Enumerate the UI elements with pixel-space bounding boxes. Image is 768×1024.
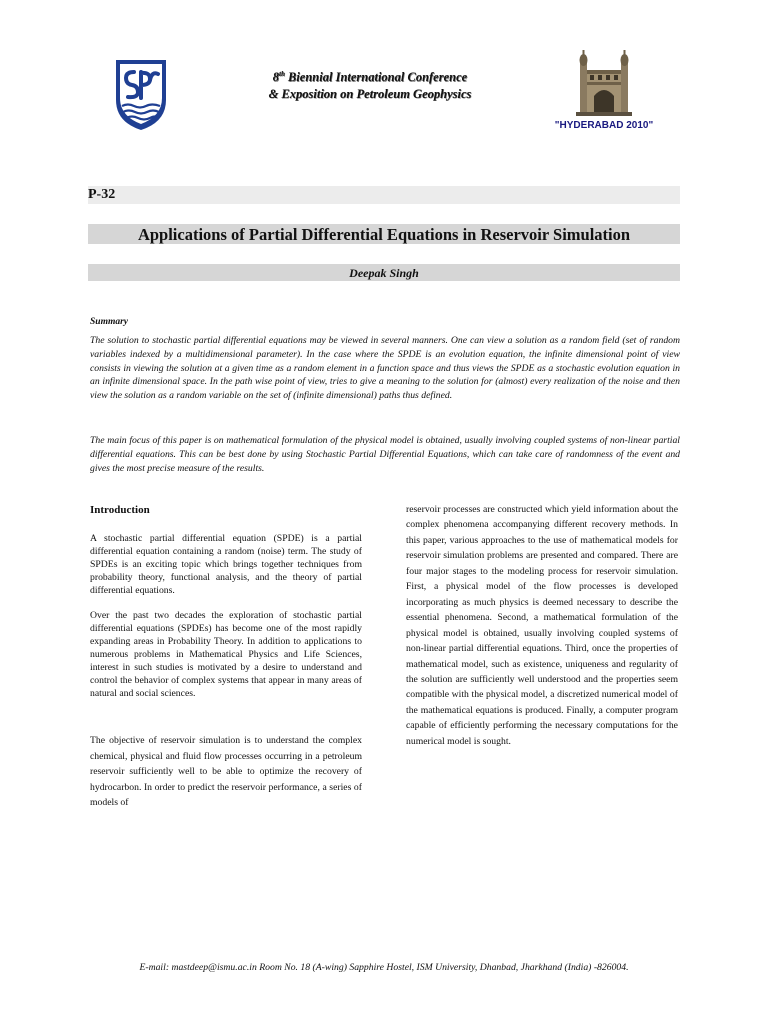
author-contact-footer: E-mail: mastdeep@ismu.ac.in Room No. 18 (A-wing) Sapphire Hostel, ISM University, Dhanbad, Jharkhand (India) -826004. <box>139 962 629 973</box>
right-column <box>406 502 678 749</box>
conference-line1-text: Biennial International Conference <box>288 70 468 85</box>
author-name: Deepak Singh <box>349 266 419 280</box>
summary-paragraph-2: The main focus of this paper is on mathematical formulation of the physical model is obtained, usually involving coupled systems of non-linear partial differential equations. This can be best done by using Stochastic Partial Differential Equations, which can take care of randomness of the event and gives the most precise measure of the results. <box>90 435 680 474</box>
summary-paragraph-1: The solution to stochastic partial differential equations may be viewed in several manners. One can view a solution as a random field (set of random variables indexed by a multidimensional parameter). In the case where the SPDE is an evolution equation, the infinite dimensional point of view consists in viewing the solution at a given time as a random element in a function space and thus views the SPDE as a stochastic evolution equation in an infinite dimensional space. In the path wise point of view, tries to give a meaning to the solution for (almost) every realization of the noise and then view the solution as a random variable on the set of (infinite dimensional) paths thus defined. <box>90 335 680 402</box>
city-label: "HYDERABAD 2010" <box>554 120 654 131</box>
conference-title <box>230 66 510 103</box>
paper-title: Applications of Partial Differential Equations in Reservoir Simulation <box>137 225 631 244</box>
conference-title-line2: & Exposition on Petroleum Geophysics <box>268 87 472 102</box>
introduction-paragraph-2: Over the past two decades the exploration of stochastic partial differential equations (SPDEs) has become one of the most rapidly expanding areas in Probability Theory. In addition to applications to numerous problems in Mathematical Physics and Life Sciences, interest in such studies is motivated by a desire to understand and control the behavior of complex systems that appear in many areas of natural and social sciences. <box>90 610 362 699</box>
introduction-paragraph-1: A stochastic partial differential equation (SPDE) is a partial differential equation containing a random (noise) term. The study of SPDEs is an exciting topic which brings together techniques from probability theory, functional analysis, and the theory of partial differential equations. <box>90 533 362 596</box>
conference-title-line1 <box>230 66 510 86</box>
introduction-paragraph-4: reservoir processes are constructed which yield information about the complex phenomena accompanying different recovery methods. In this paper, various approaches to the use of mathematical models for reservoir simulation problems are presented and compared. There are four major stages to the modeling process for reservoir simulation. First, a physical model of the flow processes is developed incorporating as much physics is deemed necessary to describe the essential phenomena. Second, a mathematical formulation of the physical model is obtained, usually involving coupled systems of non-linear partial differential equations. Third, once the properties of mathematical model, such as existence, uniqueness and regularity of the solution are sufficiently well understood and the properties seem compatible with the physical model, a discretized numerical model of the mathematical equations is produced. Finally, a computer program capable of efficiently performing the necessary computations for the numerical model is sought. <box>406 504 678 747</box>
summary-heading: Summary <box>90 317 129 327</box>
conference-ordinal: 8 <box>272 70 280 85</box>
paper-number: P-32 <box>88 187 116 202</box>
conference-ordinal-suffix: th <box>279 70 285 78</box>
spg-logo-icon <box>110 56 172 132</box>
charminar-icon <box>576 48 632 116</box>
introduction-heading: Introduction <box>90 504 150 516</box>
paper-number-bar <box>88 186 680 204</box>
introduction-paragraph-3: The objective of reservoir simulation is to understand the complex chemical, physical and fluid flow processes occurring in a petroleum reservoir sufficiently well to be able to optimize the recovery of hydrocarbon. In order to predict the reservoir performance, a series of models of <box>90 735 362 809</box>
left-column <box>90 502 362 811</box>
